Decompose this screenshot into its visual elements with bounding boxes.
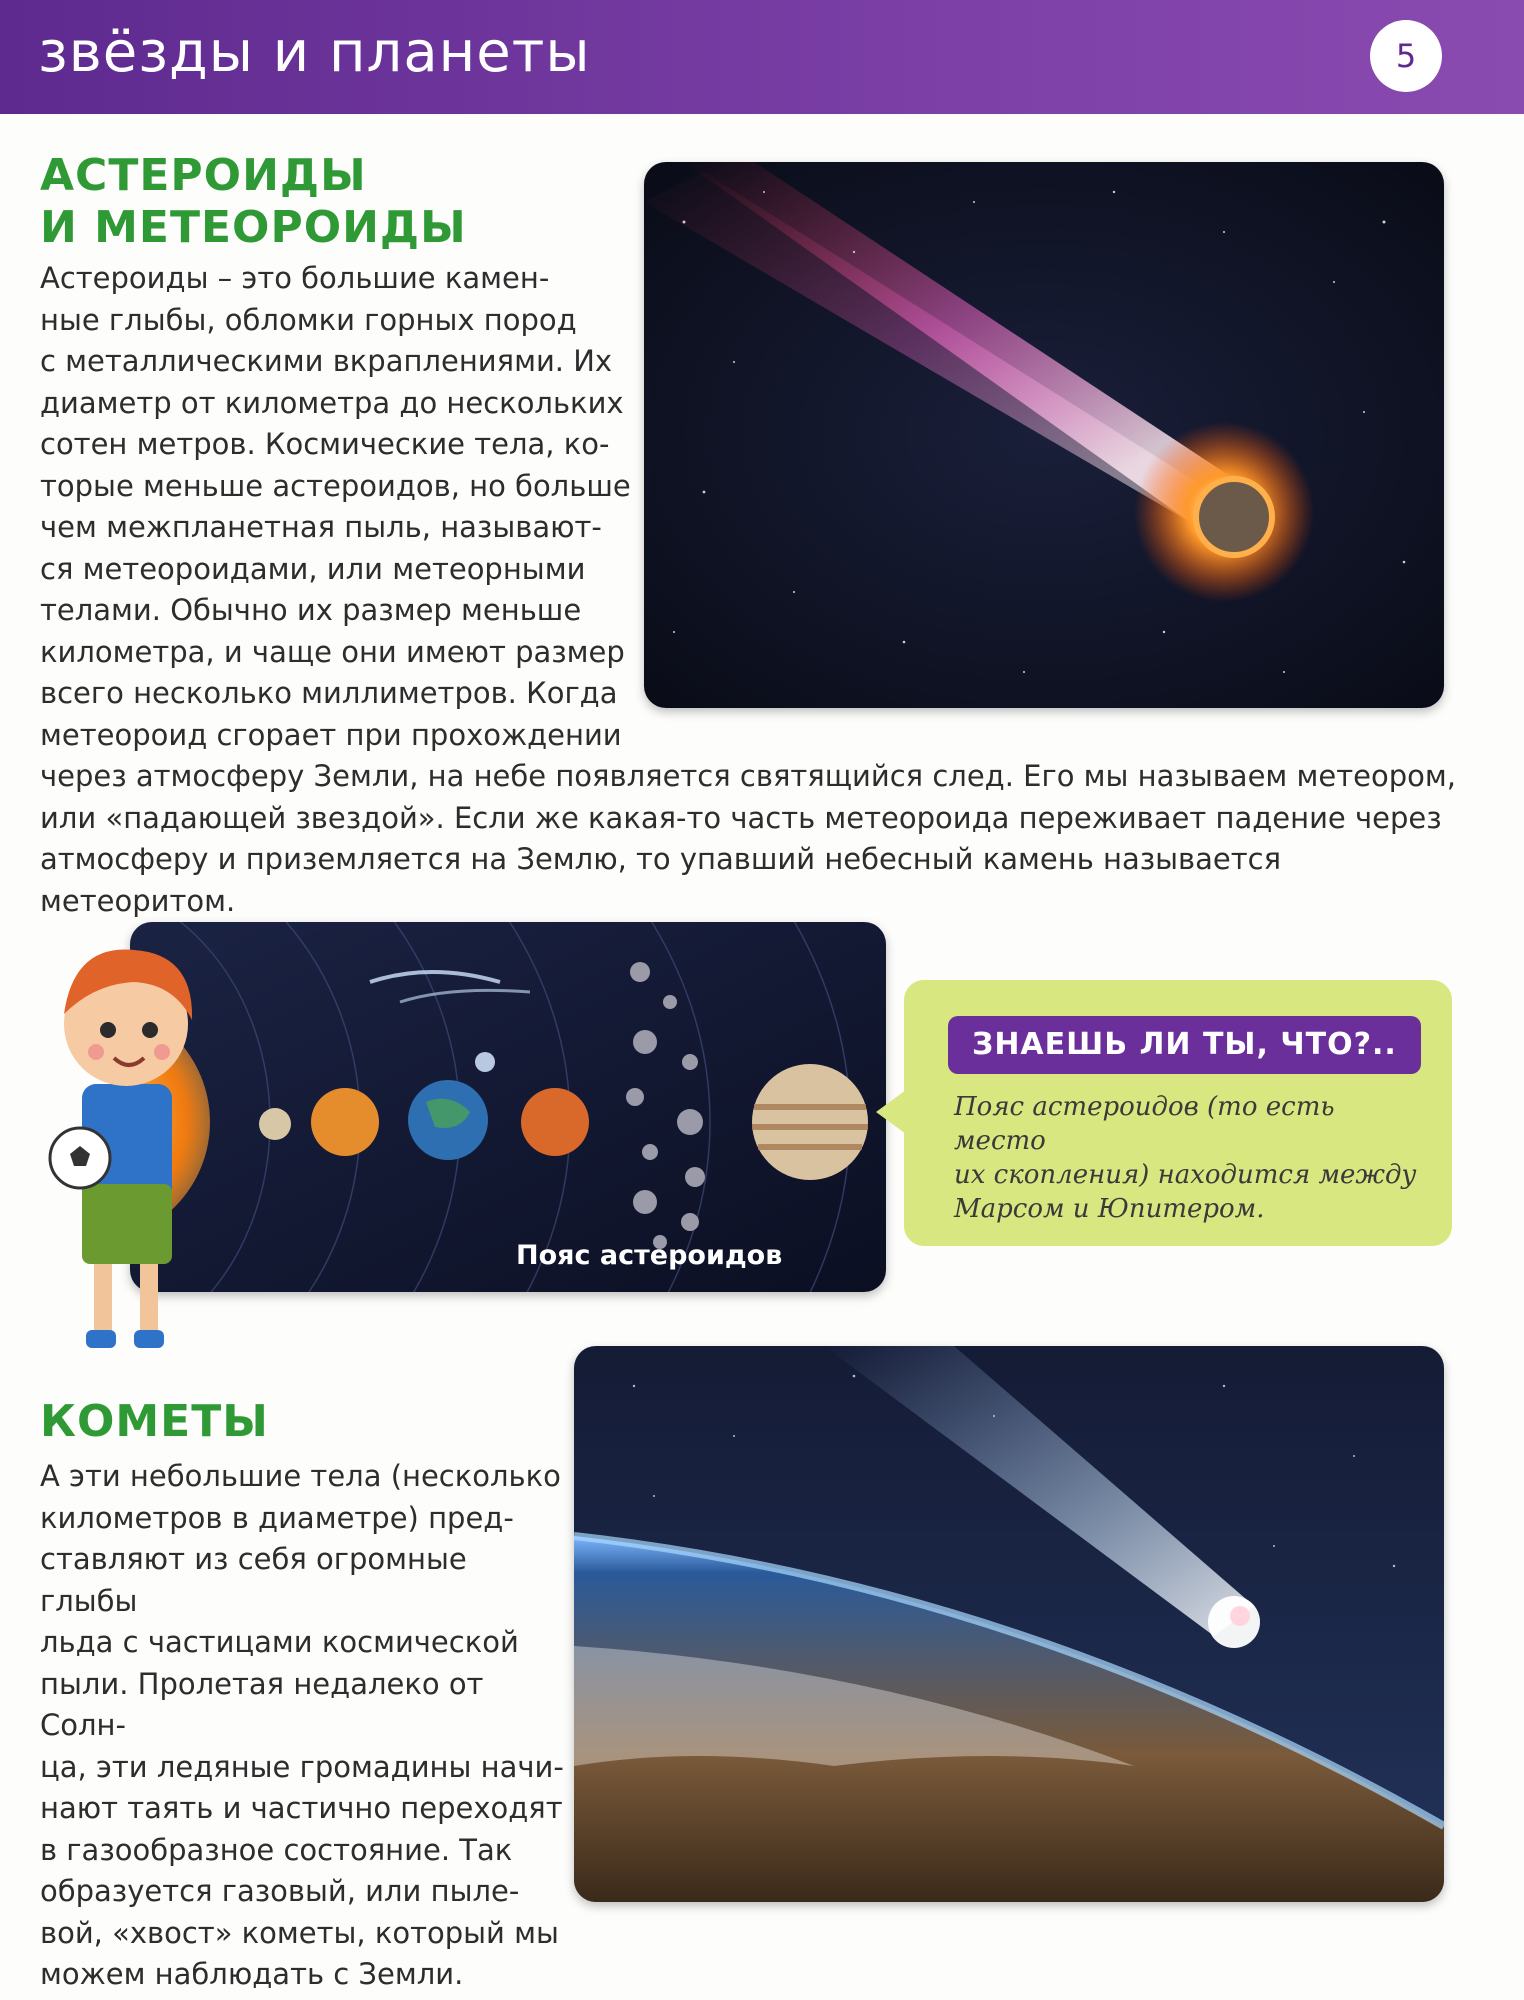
- asteroids-heading-line2: И МЕТЕОРОИДЫ: [40, 202, 467, 253]
- asteroids-text-wide: через атмосферу Земли, на небе появляется святящийся след. Его мы называем метеором, или «падающей звездой». Если же какая-то часть метеороида переживает падение через атмосферу и приземляется на Землю, то упавший небесный камень называется метеоритом.: [40, 759, 1456, 918]
- asteroids-heading-line1: АСТЕРОИДЫ: [40, 150, 367, 201]
- comets-text: А эти небольшие тела (несколько километров в диаметре) пред- ставляют из себя огромные глыбы льда с частицами космической пыли. Пролетая недалеко от Солн- ца, эти ледяные громадины начи- нают таять и частично переходят в газообразное состояние. Так образуется газовый, или пыле- вой, «хвост» кометы, который мы можем наблюдать с Земли.: [40, 1459, 564, 1991]
- did-you-know-title: ЗНАЕШЬ ЛИ ТЫ, ЧТО?..: [948, 1016, 1421, 1074]
- did-you-know-text: Пояс астероидов (то есть место их скопления) находится между Марсом и Юпитером.: [954, 1092, 1417, 1224]
- asteroids-heading: [40, 150, 467, 254]
- page-header: [0, 0, 1524, 114]
- comets-heading: КОМЕТЫ: [40, 1396, 269, 1447]
- meteor-photo: [644, 162, 1444, 708]
- boy-illustration: [34, 934, 214, 1374]
- comet-earth-photo: [574, 1346, 1444, 1902]
- section-title: звёзды и планеты: [38, 20, 591, 85]
- did-you-know-box: [904, 980, 1452, 1246]
- page-number: 5: [1370, 20, 1442, 92]
- solar-system-photo: [130, 922, 886, 1292]
- fact-box-pointer: [876, 1090, 906, 1134]
- asteroid-belt-caption: Пояс астероидов: [516, 1240, 783, 1271]
- asteroids-text-narrow: Астероиды – это большие камен- ные глыбы, обломки горных пород с металлическими вкраплениями. Их диаметр от километра до нескольких сотен метров. Космические тела, ко- торые меньше астероидов, но больше чем межпланетная пыль, называют- ся метеороидами, или метеорными телами. Обычно их размер меньше километра, и чаще они имеют размер всего несколько миллиметров. Когда метеороид сгорает при прохождении: [40, 261, 631, 752]
